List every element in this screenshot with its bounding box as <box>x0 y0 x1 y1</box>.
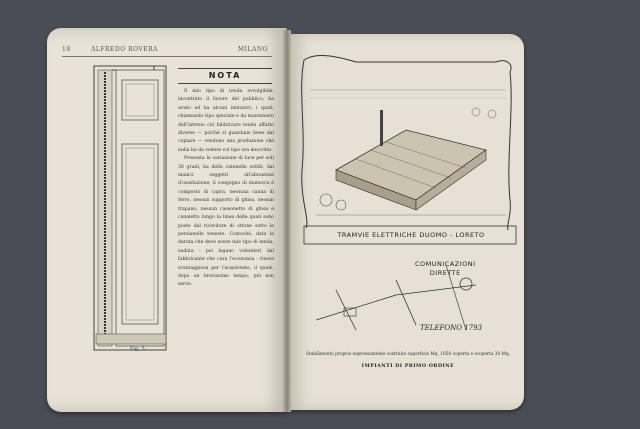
nota-paragraph: Il mio tipo di tenda avvolgibile, incontrato il favore del pubblico, ha avuto ed ha alcuni imitatori, i quali, chiamando tipo speciale e da mantenersi dell'interno col fabbricare tende affatto diverse — poichè si guardano bene dal copiare — vendono una produzione che nulla ha da vedere col tipo ora descritto. <box>178 89 274 153</box>
running-head-place: MILANO <box>238 46 268 53</box>
running-head: ALFREDO ROVERA <box>91 46 158 53</box>
figure-caption: Fig. 5. <box>130 346 147 352</box>
nota-title: NOTA <box>178 68 272 84</box>
comunicazioni-line-1: COMUNICAZIONI <box>415 260 476 268</box>
booklet-spine <box>283 30 291 412</box>
header-rule <box>62 56 272 57</box>
window-shade-figure <box>92 64 168 354</box>
footer-caption: Stabilimento proprio espressamente costruito superficie Mq. 1050 coperta e scoperta 30 Mq. <box>305 352 511 357</box>
comunicazioni-line-2: DIRETTE <box>429 269 461 277</box>
factory-illustration <box>296 50 518 332</box>
page-number: 18 <box>62 46 71 53</box>
tramway-banner: TRAMVIE ELETTRICHE DUOMO - LORETO <box>337 231 485 239</box>
nota-body <box>178 88 274 290</box>
comunicazioni-label <box>415 260 476 278</box>
footer-subtitle: IMPIANTI DI PRIMO ORDINE <box>361 363 455 369</box>
running-header <box>62 46 272 53</box>
telefono-label: TELEFONO 1793 <box>420 324 483 332</box>
nota-paragraph: Presenta la variazione di luce per soli 30 gradi; ha delle catenelle sottili, dai manici soggetti all'abrasione d'ossidazione; il congegno di manovra è composto di capra, nessuna canna di ferro, nessun supporto di ghisa, nessun trapano, nessun cassonetto di ghisa e canaletto lungo la linea delle quali sono poste dal ricevitore di ottone sotto le persianelle teneste. Costoché, data la durata che deve avere tale tipo di tenda, sudata - poi legano volentieri dal fabbricante che cura l'economia - riesce svantaggiosa per l'acquirente, il quale, dopo un brevissimo tempo, più non serve. <box>178 156 274 288</box>
